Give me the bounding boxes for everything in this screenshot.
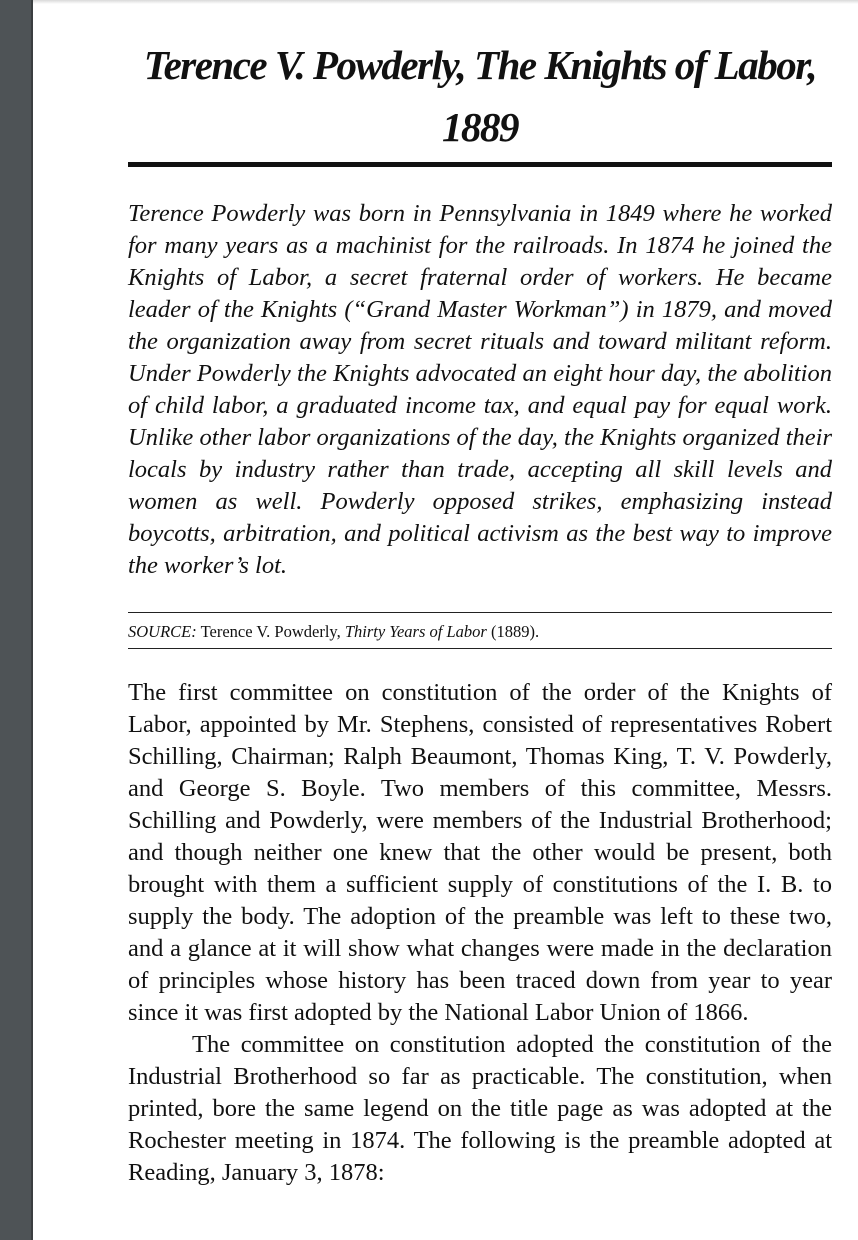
body-text: [128, 677, 832, 1189]
page-top-shadow: [33, 0, 858, 4]
body-paragraph: The committee on constitution adopted the constitution of the Industrial Brotherhood so far as practicable. The constitution, when printed, bore the same legend on the title page as was adopted at the Rochester meeting in 1874. The following is the preamble adopted at Reading, January 3, 1878:: [128, 1031, 832, 1186]
title-rule: [128, 162, 832, 167]
viewer-left-rail: [0, 0, 33, 1240]
source-citation: [128, 621, 832, 643]
body-paragraph: The first committee on constitution of the order of the Knights of Labor, appointed by Mr. Stephens, consisted of representatives Robert Schilling, Chairman; Ralph Beaumont, Thomas King, T. V. Powderly, and George S. Boyle. Two members of this committee, Messrs. Schilling and Powderly, were members of the Industrial Brotherhood; and though neither one knew that the other would be present, both brought with them a sufficient supply of constitutions of the I. B. to supply the body. The adoption of the preamble was left to these two, and a glance at it will show what changes were made in the declaration of principles whose history has been traced down from year to year since it was first adopted by the National Labor Union of 1866.: [128, 679, 832, 1026]
source-author: Terence V. Powderly,: [196, 622, 345, 641]
source-work-title: Thirty Years of Labor: [344, 622, 487, 641]
source-year: (1889).: [486, 622, 540, 641]
page-title: Terence V. Powderly, The Knights of Labor, 1889: [143, 42, 817, 150]
intro-paragraph: Terence Powderly was born in Pennsylvania in 1849 where he worked for many years as a machinist for the railroads. In 1874 he joined the Knights of Labor, a secret fraternal order of workers. He became leader of the Knights (“Grand Master Workman”) in 1879, and moved the organization away from secret rituals and toward militant reform. Under Powderly the Knights advocated an eight hour day, the abolition of child labor, a graduated income tax, and equal pay for equal work. Unlike other labor organizations of the day, the Knights organized their locals by industry rather than trade, accepting all skill levels and women as well. Powderly opposed strikes, emphasizing instead boycotts, arbitration, and political activism as the best way to improve the worker’s lot.: [128, 200, 832, 579]
source-top-rule: [128, 612, 832, 613]
source-bottom-rule: [128, 648, 832, 649]
source-label: SOURCE:: [128, 622, 197, 641]
